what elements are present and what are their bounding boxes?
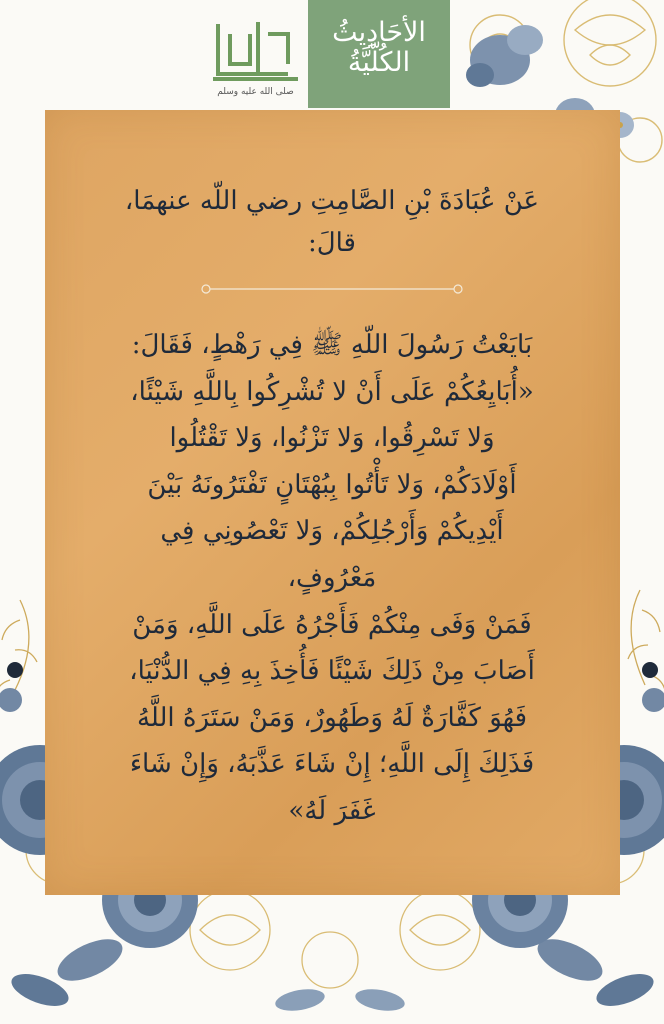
intro-line: عَنْ عُبَادَةَ بْنِ الصَّامِتِ رضي اللّه عنهمَا، [124,186,540,216]
hadith-line: «أُبَايِعُكُمْ عَلَى أَنْ لا تُشْرِكُوا بِاللَّهِ شَيْئًا، [130,376,534,407]
hadith-line: مَعْرُوفٍ، [287,562,377,593]
brand-title-line1: الأحَادِيثُ [332,17,426,48]
intro-line: قالَ: [307,228,356,258]
hadith-line: أَوْلَادَكُمْ، وَلا تَأْتُوا بِبُهْتَانٍ تَفْتَرُونَهُ بَيْنَ [147,469,517,500]
hadith-line: أَيْدِيكُمْ وَأَرْجُلِكُمْ، وَلا تَعْصُونِي فِي [160,516,504,547]
hadith-line: بَايَعْتُ رَسُولَ اللّهِ ﷺ فِي رَهْطٍ، فَقَالَ: [131,330,533,360]
brand-title-line2: الكُلّيَّةُ [347,47,411,78]
logo-calligraphy-icon [208,14,303,104]
hadith-body [0,322,664,835]
brand-title-badge [308,0,450,108]
hadith-line: فَمَنْ وَفَى مِنْكُمْ فَأَجْرُهُ عَلَى اللَّهِ، وَمَنْ [132,609,532,640]
hadith-line: وَلا تَسْرِقُوا، وَلا تَزْنُوا، وَلا تَقْتُلُوا [169,423,495,454]
hadith-line: فَذَلِكَ إِلَى اللَّهِ؛ إِنْ شَاءَ عَذَّبَهُ، وَإِنْ شَاءَ [129,749,535,780]
logo-caption: صلى الله عليه وسلم [217,87,294,97]
divider-ornament-icon [200,283,464,295]
hadith-intro [0,180,664,264]
hadith-line: أَصَابَ مِنْ ذَلِكَ شَيْئًا فَأُخِذَ بِهِ فِي الدُّنْيَا، [129,656,535,687]
hadith-line: غَفَرَ لَهُ» [288,795,376,826]
hadith-line: فَهُوَ كَفَّارَةٌ لَهُ وَطَهُورٌ، وَمَنْ سَتَرَهُ اللَّهُ [136,702,528,733]
